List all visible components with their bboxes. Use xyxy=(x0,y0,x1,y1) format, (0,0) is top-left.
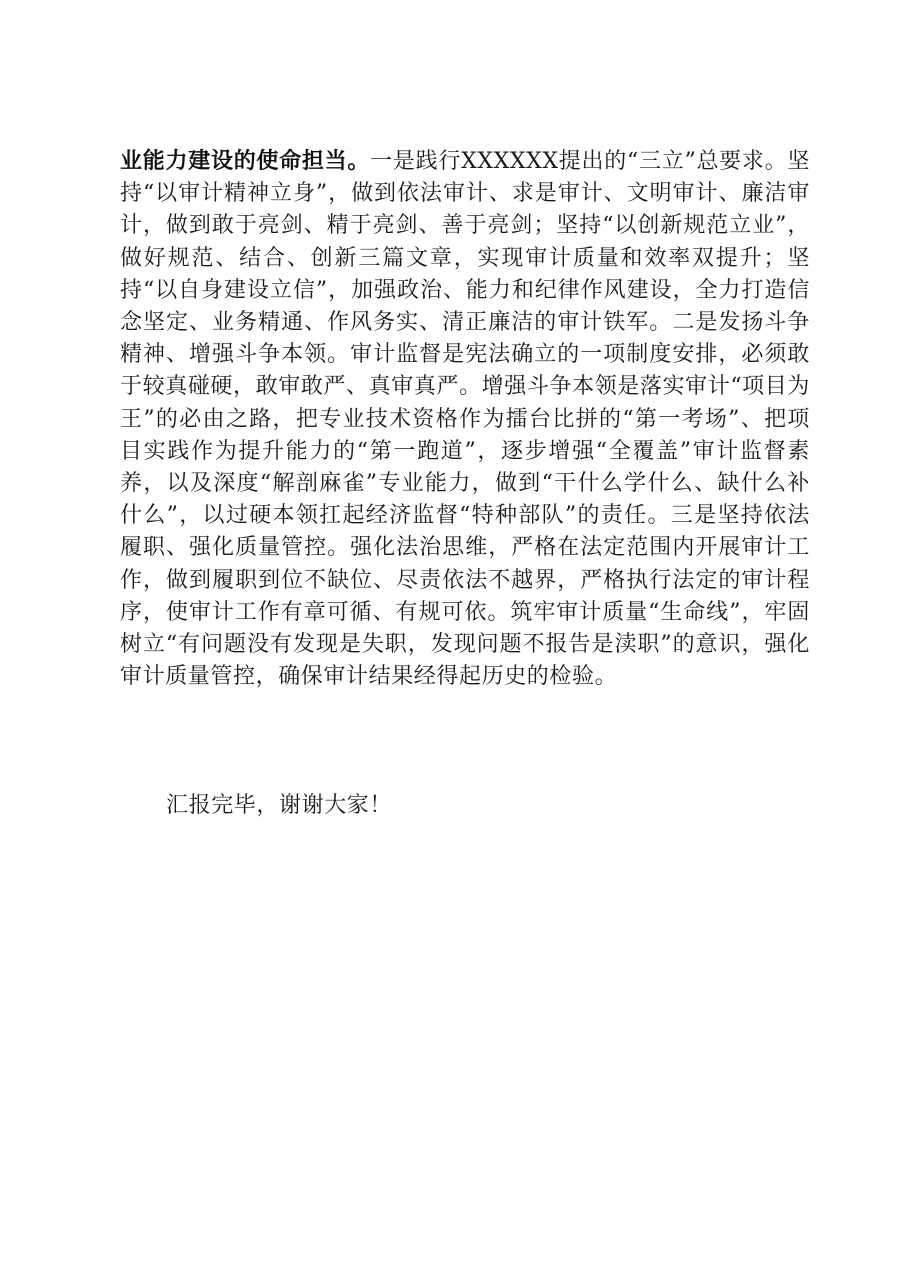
body-paragraph xyxy=(120,146,810,693)
lead-heading-text: 业能力建设的使命担当。 xyxy=(120,149,371,174)
body-text: 一是践行XXXXXX提出的“三立”总要求。坚持“以审计精神立身”，做到依法审计、求是审计、文明审计、廉洁审计，做到敢于亮剑、精于亮剑、善于亮剑；坚持“以创新规范立业”，做好规范、结合、创新三篇文章，实现审计质量和效率双提升；坚持“以自身建设立信”，加强政治、能力和纪律作风建设，全力打造信念坚定、业务精通、作风务实、清正廉洁的审计铁军。二是发扬斗争精神、增强斗争本领。审计监督是宪法确立的一项制度安排，必须敢于较真碰硬，敢审敢严、真审真严。增强斗争本领是落实审计“项目为王”的必由之路，把专业技术资格作为擂台比拼的“第一考场”、把项目实践作为提升能力的“第一跑道”，逐步增强“全覆盖”审计监督素养，以及深度“解剖麻雀”专业能力，做到“干什么学什么、缺什么补什么”，以过硬本领扛起经济监督“特种部队”的责任。三是坚持依法履职、强化质量管控。强化法治思维，严格在法定范围内开展审计工作，做到履职到位不缺位、尽责依法不越界，严格执行法定的审计程序，使审计工作有章可循、有规可依。筑牢审计质量“生命线”，牢固树立“有问题没有发现是失职，发现问题不报告是渎职”的意识，强化审计质量管控，确保审计结果经得起历史的检验。 xyxy=(120,149,810,690)
closing-remark: 汇报完毕，谢谢大家！ xyxy=(166,793,393,818)
